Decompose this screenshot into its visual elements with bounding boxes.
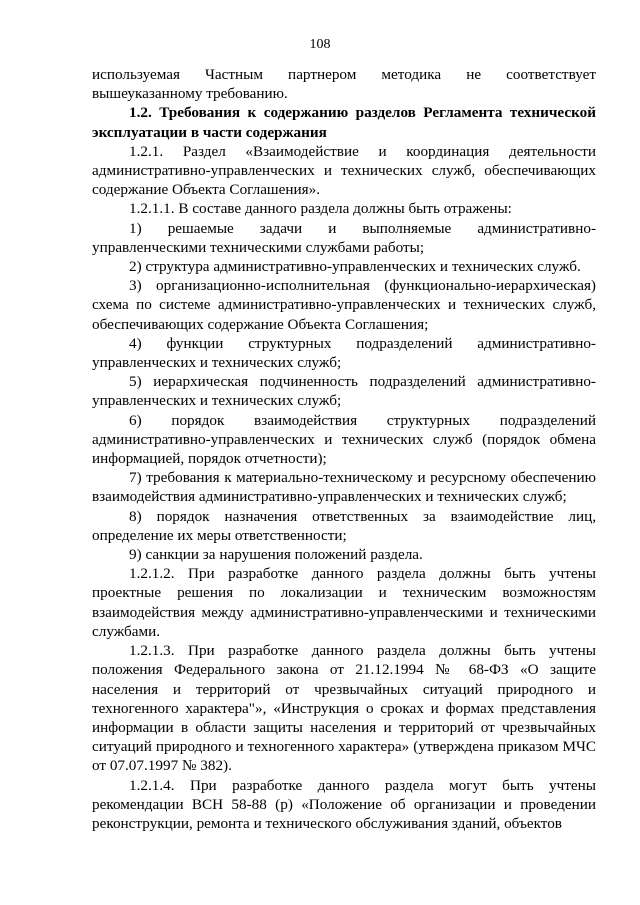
paragraph: 1.2.1. Раздел «Взаимодействие и координация деятельности административно-управленческих и технических служб, обеспечивающих содержание Объекта Соглашения». [92,142,596,199]
paragraph: 1.2.1.2. При разработке данного раздела должны быть учтены проектные решения по локализации и техническим возможностям взаимодействия между административно-управленческими и техническими службами. [92,565,596,640]
page-body [92,65,596,833]
list-item: 9) санкции за нарушения положений раздела. [129,546,423,564]
paragraph: 1.2.1.4. При разработке данного раздела могут быть учтены рекомендации ВСН 58-88 (р) «Положение об организации и проведении реконструкции, ремонта и технического обслуживания зданий, объектов [92,776,596,832]
list-item: 3) организационно-исполнительная (функционально-иерархическая) схема по системе административно-управленческих и технических служб, обеспечивающих содержание Объекта Соглашения; [92,277,596,333]
paragraph: 1.2.1.1. В составе данного раздела должны быть отражены: [129,200,512,218]
paragraph: 1.2.1.3. При разработке данного раздела должны быть учтены положения Федерального закона от 21.12.1994 № 68-ФЗ «О защите населения и территорий от чрезвычайных ситуаций природного и техногенного характера"», «Инструкция о сроках и формах представления информации в области защиты населения и территорий от чрезвычайных ситуаций природного и техногенного характера» (утверждена приказом МЧС от 07.07.1997 № 382). [92,642,596,775]
paragraph: используемая Частным партнером методика не соответствует вышеуказанному требованию. [92,66,596,103]
section-heading: 1.2. Требования к содержанию разделов Регламента технической эксплуатации в части содержания [92,104,596,141]
list-item: 6) порядок взаимодействия структурных подразделений административно-управленческих и технических служб (порядок обмена информацией, порядок отчетности); [92,411,596,468]
list-item: 2) структура административно-управленческих и технических служб. [129,258,581,276]
list-item: 4) функции структурных подразделений административно-управленческих и технических служб; [92,334,596,372]
page-number: 108 [309,37,331,52]
list-item: 1) решаемые задачи и выполняемые административно-управленческими техническими службами работы; [92,219,596,256]
list-item: 8) порядок назначения ответственных за взаимодействие лиц, определение их меры ответственности; [92,507,596,544]
list-item: 7) требования к материально-техническому и ресурсному обеспечению взаимодействия административно-управленческих и технических служб; [92,469,596,506]
list-item: 5) иерархическая подчиненность подразделений административно-управленческих и технических служб; [92,373,596,410]
